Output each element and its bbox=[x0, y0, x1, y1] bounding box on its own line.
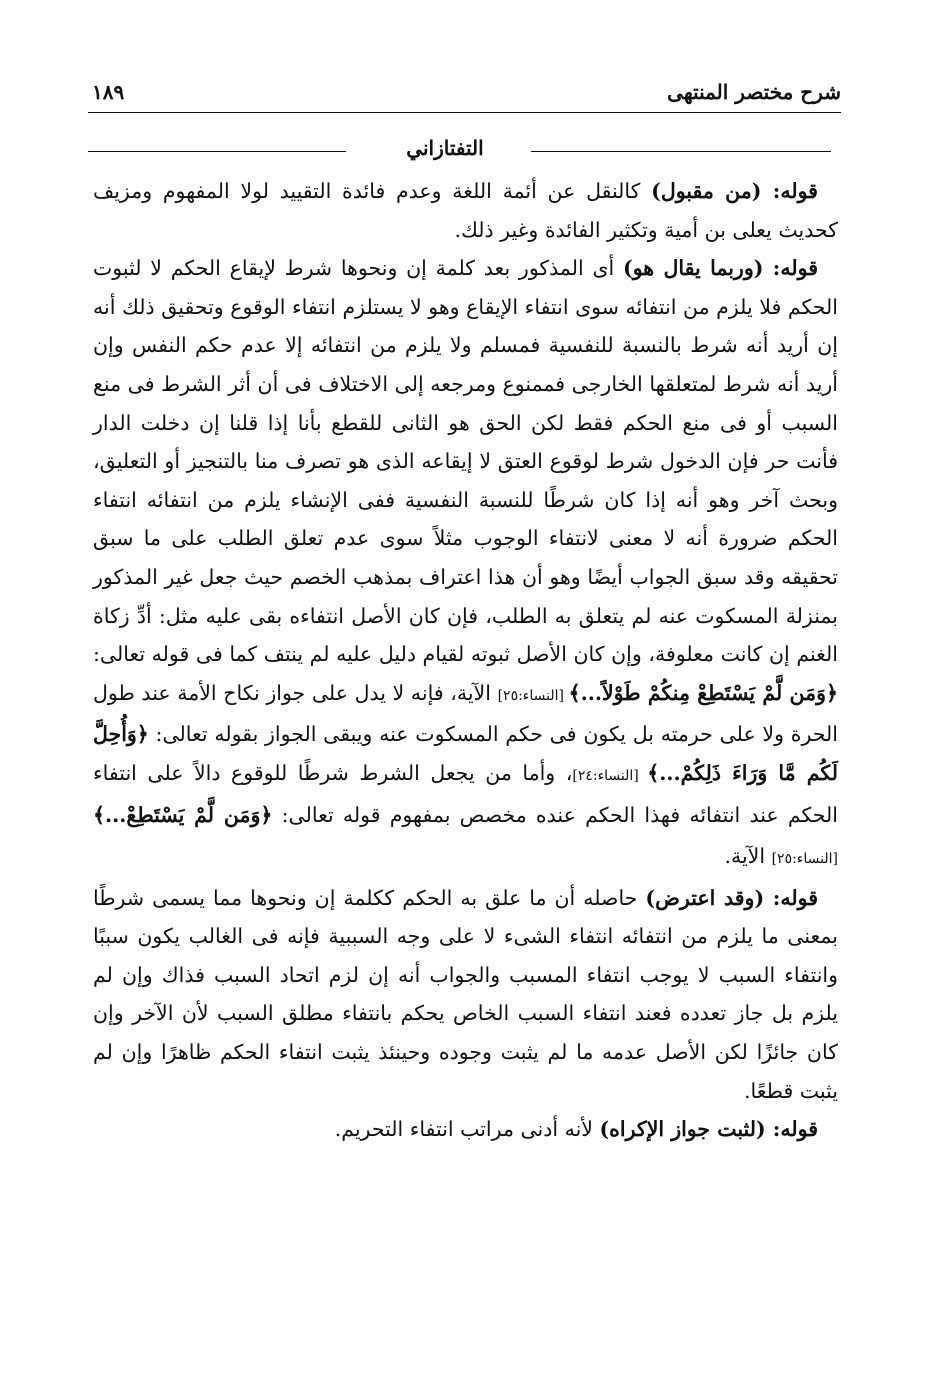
paragraph bbox=[93, 172, 838, 249]
paragraph-text: لأنه أدنى مراتب انتفاء التحريم. bbox=[334, 1117, 600, 1142]
book-title: شرح مختصر المنتهى bbox=[667, 80, 841, 104]
page-number: ١٨٩ bbox=[92, 80, 125, 104]
verse-citation: [النساء:٢٤] bbox=[572, 767, 648, 784]
paragraph-text: حاصله أن ما علق به الحكم ككلمة إن ونحوها مما يسمى شرطًا بمعنى ما يلزم من انتفائه انتفاء الشىء لا على وجه السببية فإنه فى الغالب يكون سببًا وانتفاء السبب لا يوجب انتفاء المسبب والجواب أنه إن لزم اتحاد السبب فذاك وإن لم يلزم بل جاز تعدده فعند انتفاء السبب الخاص يحكم بانتفاء مطلق السبب لأن الآخر وإن كان جائزًا لكن الأصل عدمه ما لم يثبت وجوده وحينئذ يثبت انتفاء الحكم ظاهرًا وإن لم يثبت قطعًا. bbox=[93, 885, 838, 1103]
paragraph bbox=[93, 1110, 838, 1149]
lemma-heading: قوله: (من مقبول) bbox=[651, 179, 818, 203]
paragraph-text: الآية. bbox=[724, 844, 772, 869]
section-heading bbox=[88, 134, 841, 168]
lemma-heading: قوله: (وربما يقال هو) bbox=[623, 256, 818, 281]
section-title: التفتازاني bbox=[406, 136, 484, 160]
verse-citation: [النساء:٢٥] bbox=[497, 687, 569, 704]
verse-citation: [النساء:٢٥] bbox=[771, 851, 838, 868]
quran-quote: ﴿وَمَن لَّمْ يَسْتَطِعْ...﴾ bbox=[93, 802, 273, 827]
paragraph bbox=[93, 879, 838, 1111]
quran-quote: ﴿وَأُحِلَّ لَكُم مَّا وَرَاءَ ذَلِكُمْ...﴾ bbox=[93, 722, 838, 785]
header-divider bbox=[88, 112, 841, 113]
paragraph bbox=[93, 249, 838, 879]
commentary-body bbox=[93, 172, 838, 1149]
quran-quote: ﴿وَمَن لَّمْ يَسْتَطِعْ مِنكُمْ طَوْلاً...﴾ bbox=[568, 680, 838, 705]
lemma-heading: قوله: (لثبت جواز الإكراه) bbox=[599, 1117, 818, 1142]
paragraph-text: ، وأما من يجعل الشرط شرطًا للوقوع دالاً على انتفاء الحكم عند انتفائه فهذا الحكم عنده مخصص بمفهوم قوله تعالى: bbox=[93, 760, 838, 827]
section-rule-right bbox=[531, 151, 831, 152]
paragraph-text: أى المذكور بعد كلمة إن ونحوها شرط لإيقاع الحكم لا لثبوت الحكم فلا يلزم من انتفائه سوى انتفاء الإيقاع وهو لا يستلزم انتفاء الوقوع وتحقيق ذلك أنه إن أريد أنه شرط بالنسبة للنفسية فمسلم ولا يلزم من انتفائه إلا عدم حكم النفس وإن أريد أنه شرط لمتعلقها الخارجى فممنوع ومرجعه إلى الاختلاف فى أن أثر الشرط فى منع السبب أو فى منع الحكم فقط لكن الحق هو الثانى للقطع بأنا إذا قلنا إن دخلت الدار فأنت حر فإن الدخول شرط لوقوع العتق لا إيقاعه الذى هو تصرف منا بالتنجيز أو التعليق، وبحث آخر وهو أنه إذا كان شرطًا للنسبة النفسية ففى الإنشاء يلزم من انتفائه انتفاء الحكم ضرورة أنه لا معنى لانتفاء الوجوب مثلاً سوى عدم تعلق الطلب على ما سبق تحقيقه وقد سبق الجواب أيضًا وهو أن هذا اعتراف بمذهب الخصم حيث جعل غير المذكور بمنزلة المسكوت عنه لم يتعلق به الطلب، فإن كان الأصل انتفاءه بقى عليه مثل: أدِّ زكاة الغنم إن كانت معلوفة، وإن كان الأصل ثبوته لقيام دليل عليه لم ينتف كما فى قوله تعالى: bbox=[93, 256, 838, 667]
lemma-heading: قوله: (وقد اعترض) bbox=[645, 885, 818, 910]
running-header bbox=[88, 80, 841, 120]
section-rule-left bbox=[88, 151, 346, 152]
paragraph-text: كالنقل عن أئمة اللغة وعدم فائدة التقييد لولا المفهوم ومزيف كحديث يعلى بن أمية وتكثير الفائدة وغير ذلك. bbox=[93, 179, 838, 242]
paragraph-text: الآية، فإنه لا يدل على جواز نكاح الأمة عند طول الحرة ولا على حرمته بل يكون فى حكم المسكوت عنه ويبقى الجواز بقوله تعالى: bbox=[93, 680, 838, 747]
